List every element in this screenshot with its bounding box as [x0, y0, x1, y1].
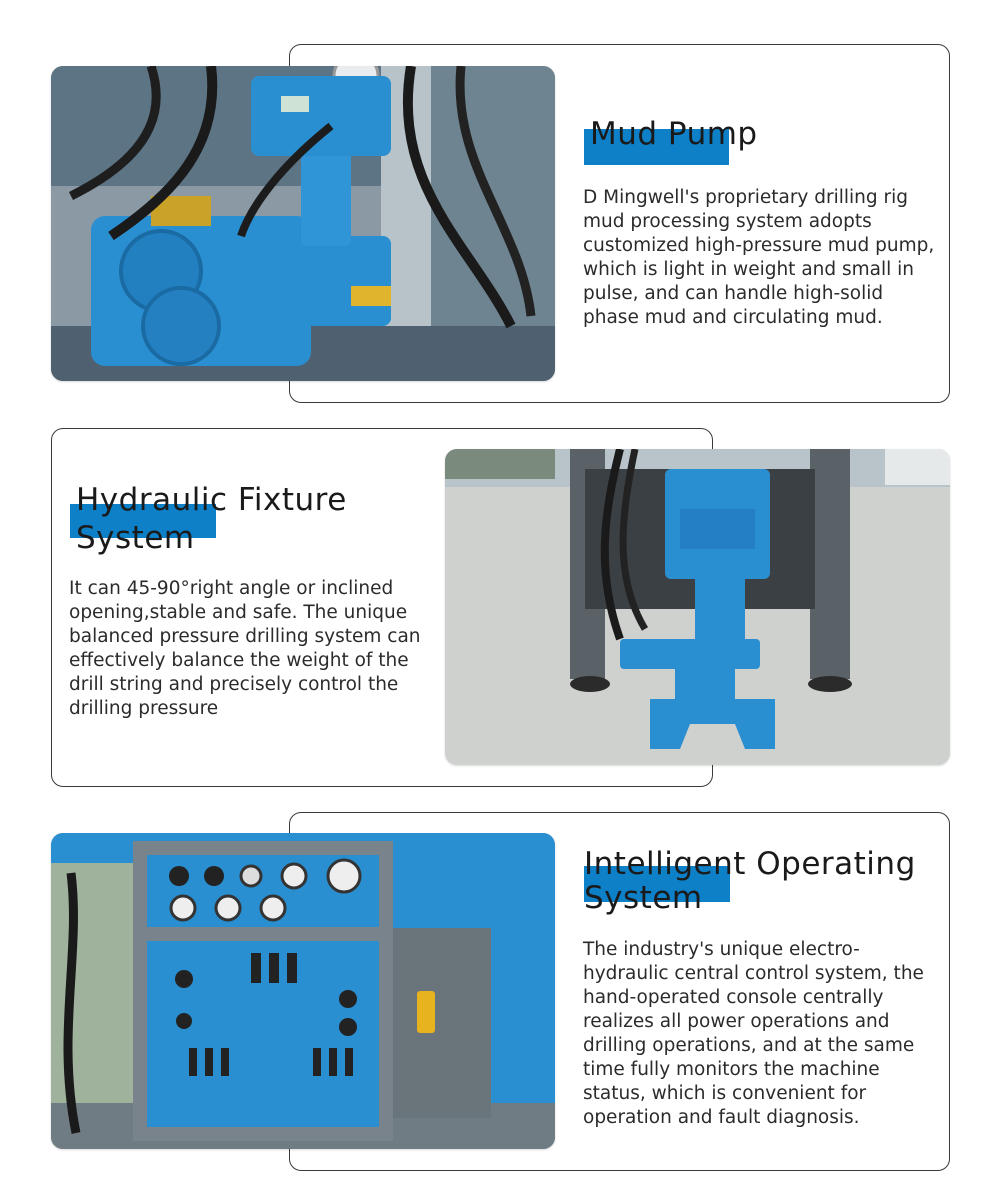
mud-pump-photo: [51, 66, 555, 381]
operating-description: The industry's unique electro-hydraulic central control system, the hand-operated console centrally realizes all power operations and drilling operations, and at the same time fully monitors the machine status, which is convenient for operation and fault diagnosis.: [583, 939, 924, 1128]
hydraulic-fixture-photo: [445, 449, 950, 765]
operating-title-line1: Intelligent Operating: [584, 846, 916, 882]
operating-title-block: [584, 846, 944, 926]
operating-title-line2: System: [584, 880, 703, 916]
hydraulic-title-line1: Hydraulic Fixture: [76, 482, 347, 518]
operating-console-photo: [51, 833, 555, 1149]
mud-pump-description: D Mingwell's proprietary drilling rig mud processing system adopts customized high-pressure mud pump, which is light in weight and small in pulse, and can handle high-solid phase mud and circulating mud.: [583, 187, 935, 328]
hydraulic-title-line2: System: [76, 520, 195, 556]
mud-pump-title-block: [584, 114, 884, 164]
mud-pump-title: Mud Pump: [590, 116, 758, 152]
hydraulic-description: It can 45-90°right angle or inclined opening,stable and safe. The unique balanced pressure drilling system can effectively balance the weight of the drill string and precisely control the drilling pressure: [69, 578, 421, 719]
hydraulic-title-block: [70, 482, 390, 562]
